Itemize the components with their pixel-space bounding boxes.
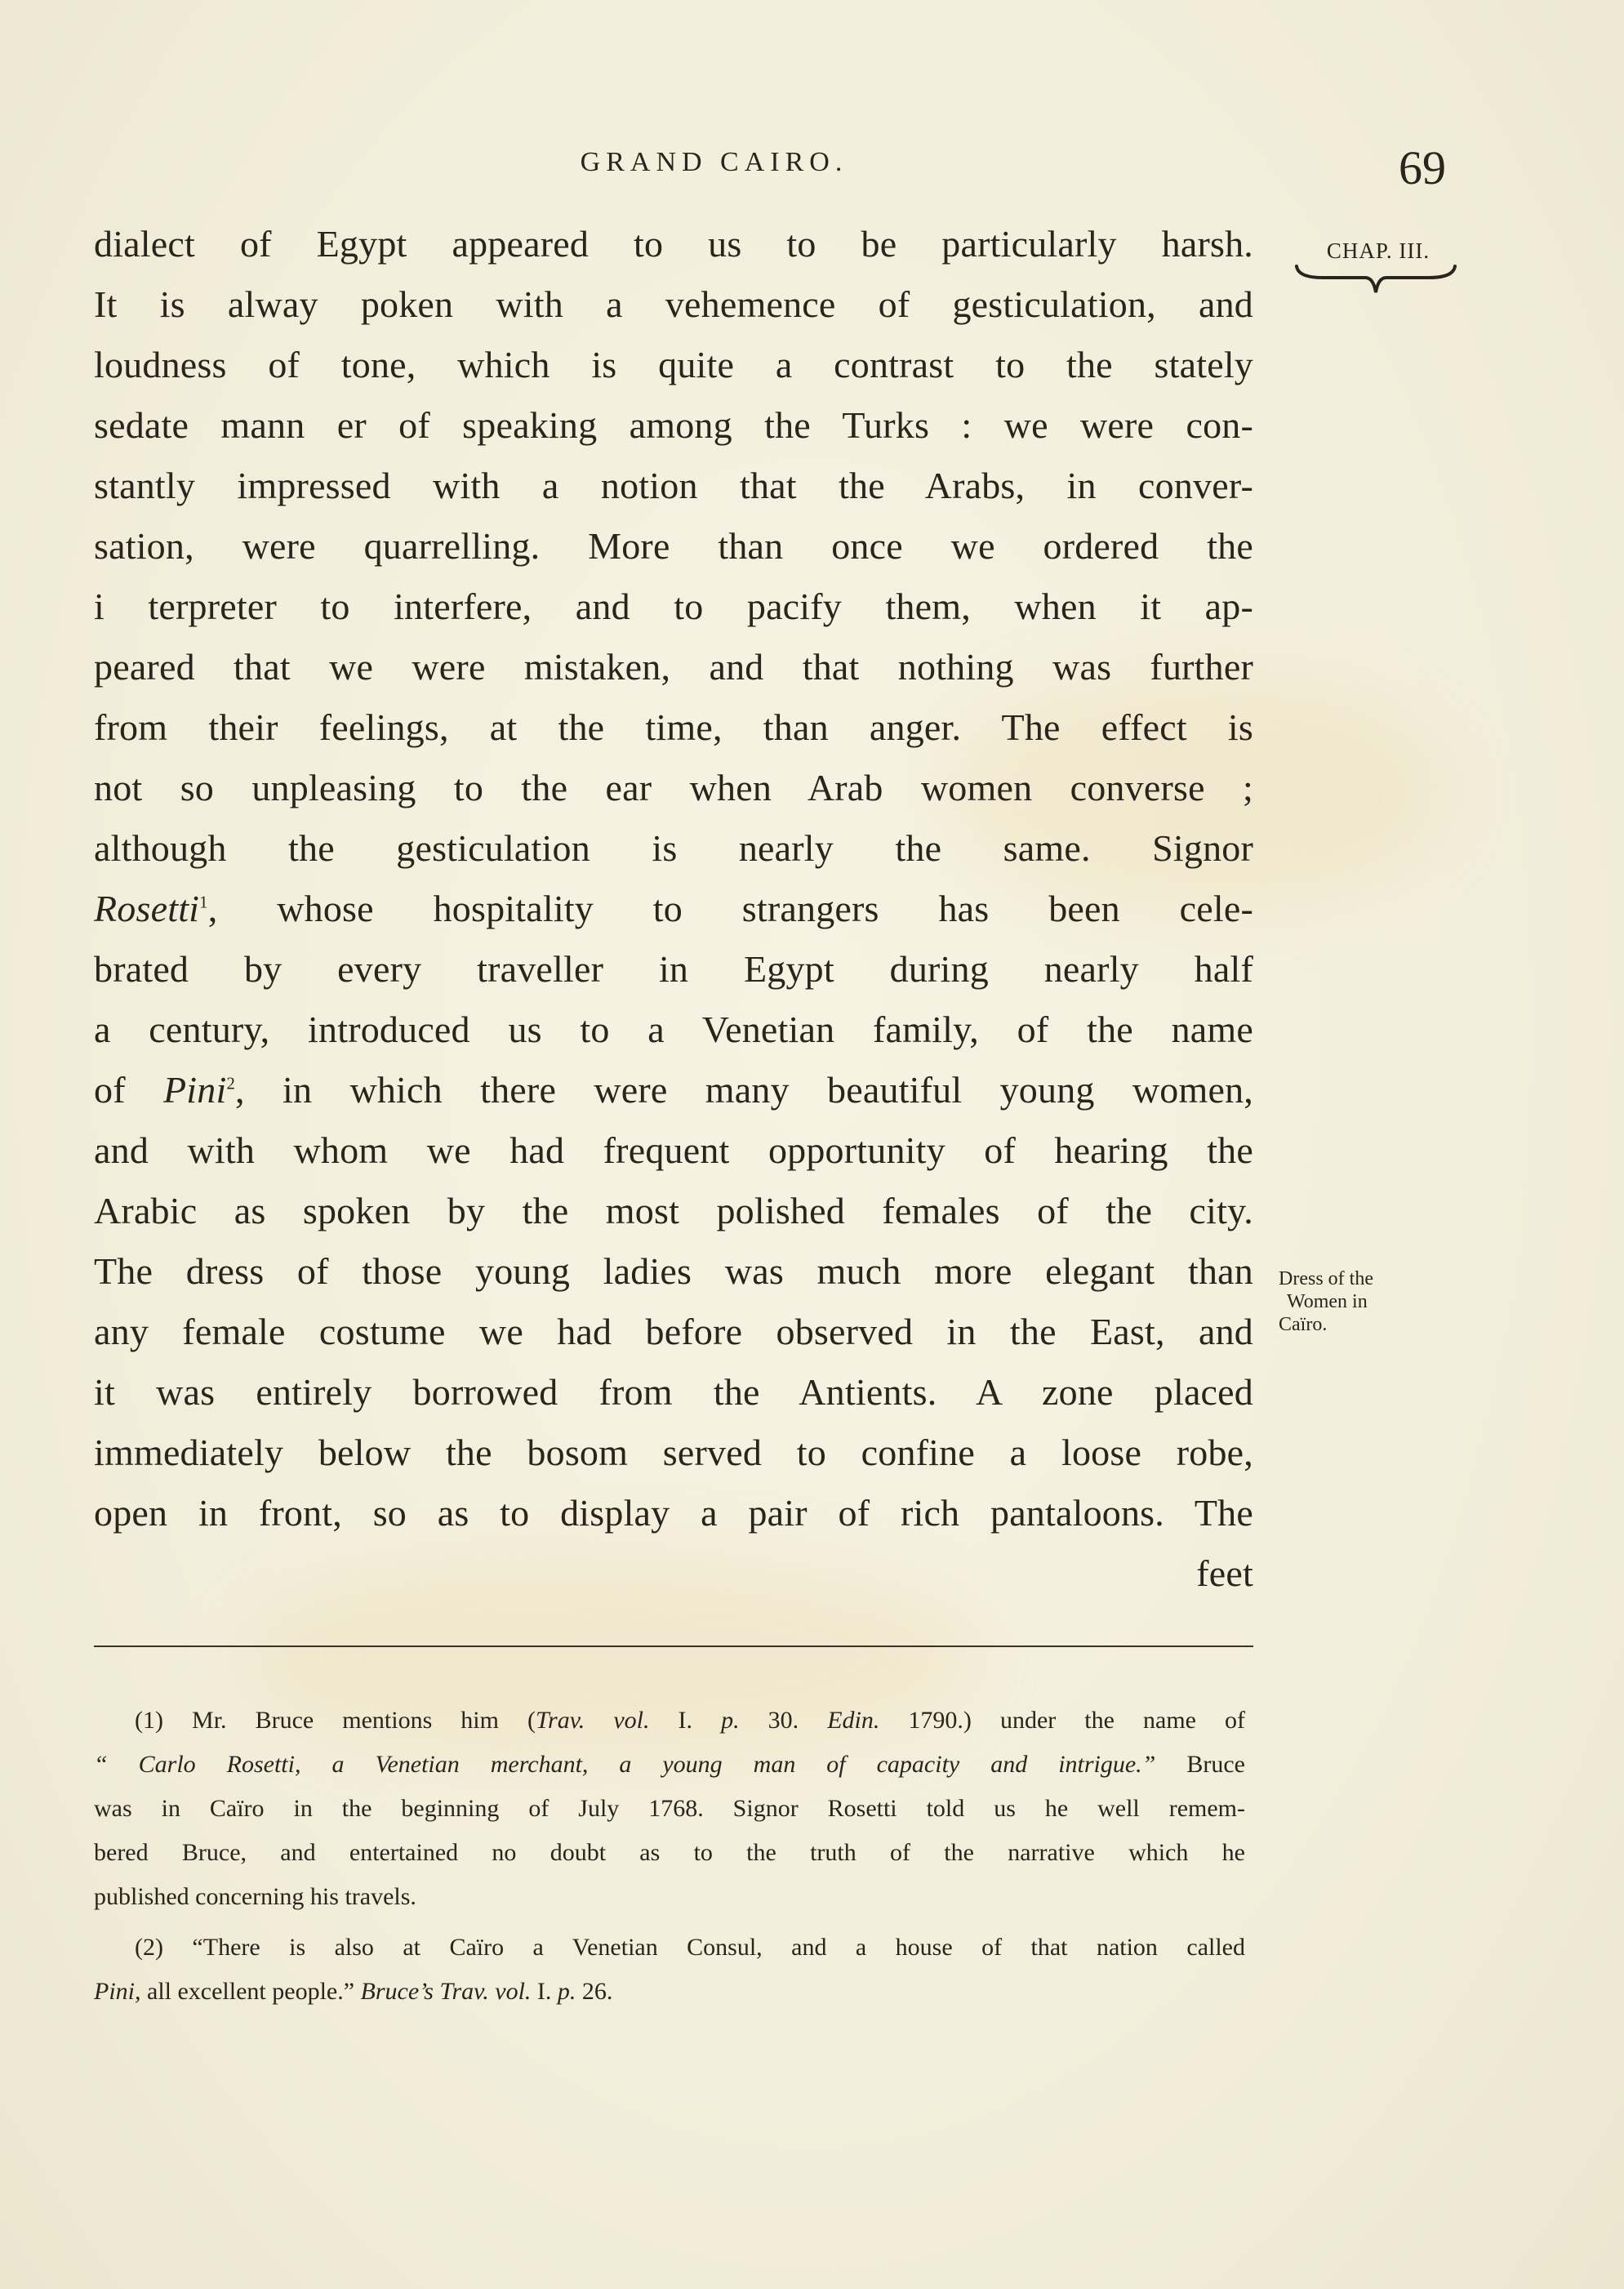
text-line-rest: , in which there were many beautiful young women, — [235, 1069, 1253, 1111]
chapter-brace-ornament — [1290, 261, 1462, 301]
fn-name: Pini, — [94, 1978, 141, 2005]
text-line: from their feelings, at the time, than anger. The effect is — [94, 706, 1253, 748]
footnote-2-line: (2) “There is also at Caïro a Venetian Consul, and a house of that nation called — [135, 1934, 1245, 1961]
text-line: a century, introduced us to a Venetian family, of the name — [94, 1009, 1253, 1050]
footnote-rule — [94, 1645, 1253, 1647]
text-line — [94, 1060, 1253, 1120]
fn-text: (1) Mr. Bruce mentions him ( — [135, 1707, 536, 1734]
footnote-1-line — [94, 1743, 1245, 1787]
topic-sidenote-line: Caïro. — [1279, 1314, 1328, 1335]
footnote-1-line: was in Caïro in the beginning of July 1768. Signor Rosetti told us he well remem- — [94, 1795, 1245, 1822]
running-head — [0, 147, 1624, 178]
footnote-ref: 2 — [226, 1075, 236, 1093]
text-line: it was entirely borrowed from the Antients. A zone placed — [94, 1371, 1253, 1413]
fn-citation: Edin. — [827, 1707, 880, 1734]
topic-sidenote — [1279, 1267, 1442, 1336]
main-text — [94, 214, 1253, 1604]
text-line: sation, were quarrelling. More than once we ordered the — [94, 525, 1253, 567]
fn-text: Bruce — [1186, 1751, 1245, 1778]
topic-sidenote-line: Dress of the — [1279, 1268, 1373, 1289]
footnote-2-line — [94, 1970, 1245, 2014]
text-line — [94, 879, 1253, 939]
chapter-sidenote: CHAP. III. — [1326, 238, 1430, 263]
text-line: brated by every traveller in Egypt during nearly half — [94, 948, 1253, 990]
text-line: and with whom we had frequent opportunity of hearing the — [94, 1129, 1253, 1171]
fn-text: all excellent people.” — [140, 1978, 361, 2005]
fn-citation: Trav. vol. — [536, 1707, 650, 1734]
catchword: feet — [1196, 1552, 1253, 1594]
text-line-start: of — [94, 1069, 163, 1111]
fn-text: I. — [531, 1978, 558, 2005]
text-line: The dress of those young ladies was much more elegant than — [94, 1250, 1253, 1292]
page-number: 69 — [1399, 141, 1446, 194]
name-pini: Pini — [163, 1069, 227, 1111]
text-line: sedate mann er of speaking among the Turks : we were con- — [94, 404, 1253, 446]
running-title: GRAND CAIRO. — [580, 147, 848, 177]
fn-citation: p. — [721, 1707, 740, 1734]
footnote-1-line: bered Bruce, and entertained no doubt as to the truth of the narrative which he — [94, 1839, 1245, 1866]
text-line: not so unpleasing to the ear when Arab women converse ; — [94, 767, 1253, 808]
text-line: i terpreter to interfere, and to pacify them, when it ap- — [94, 586, 1253, 627]
text-line: It is alway poken with a vehemence of gesticulation, and — [94, 283, 1253, 325]
text-line: dialect of Egypt appeared to us to be particularly harsh. — [94, 223, 1253, 265]
fn-text: I. — [649, 1707, 722, 1734]
fn-citation: p. — [557, 1978, 576, 2005]
footnotes — [94, 1699, 1245, 2014]
text-line: loudness of tone, which is quite a contrast to the stately — [94, 344, 1253, 385]
fn-citation: Bruce’s Trav. vol. — [360, 1978, 532, 2005]
fn-text: 26. — [576, 1978, 613, 2005]
text-line: stantly impressed with a notion that the Arabs, in conver- — [94, 465, 1253, 506]
text-line: although the gesticulation is nearly the same. Signor — [94, 827, 1253, 869]
text-line-rest: , whose hospitality to strangers has been cele- — [207, 888, 1253, 929]
text-line: any female costume we had before observed in the East, and — [94, 1311, 1253, 1352]
fn-text: 30. — [739, 1707, 828, 1734]
name-rosetti: Rosetti — [94, 888, 200, 929]
topic-sidenote-line: Women in — [1287, 1291, 1368, 1312]
text-line: open in front, so as to display a pair of rich pantaloons. The — [94, 1492, 1253, 1534]
footnote-1-line: published concerning his travels. — [94, 1883, 416, 1910]
footnote-ref: 1 — [199, 893, 208, 912]
text-line: Arabic as spoken by the most polished females of the city. — [94, 1190, 1253, 1231]
fn-quote: “ Carlo Rosetti, a Venetian merchant, a young man of capacity and intrigue.” — [94, 1751, 1156, 1778]
footnote-1-line — [94, 1699, 1245, 1743]
fn-text: 1790.) under the name of — [879, 1707, 1246, 1734]
text-line: peared that we were mistaken, and that nothing was further — [94, 646, 1253, 688]
text-line: immediately below the bosom served to confine a loose robe, — [94, 1432, 1253, 1473]
